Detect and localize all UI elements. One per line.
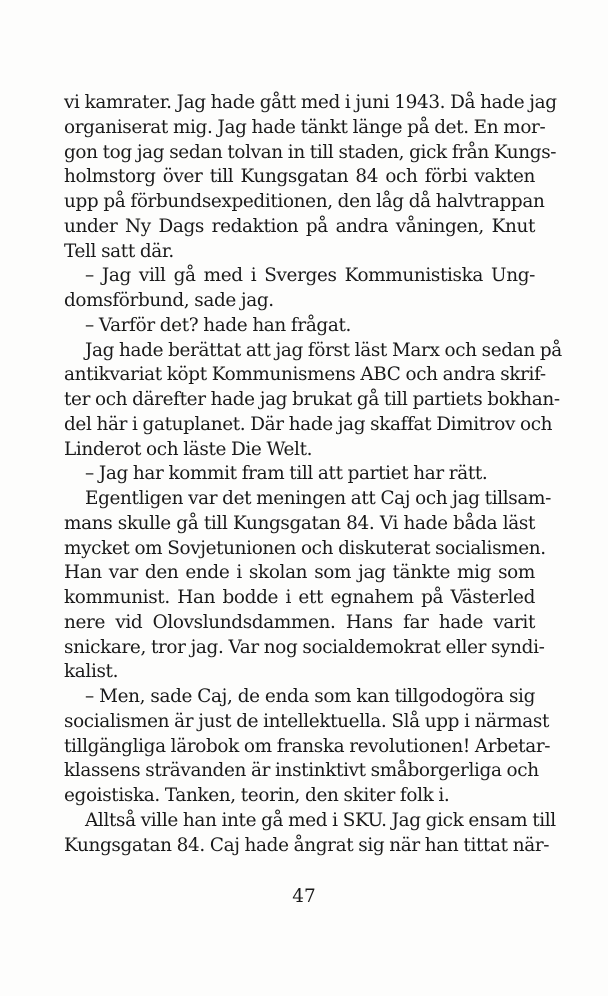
text-line: – Jag vill gå med i Sverges Kommunistiska Ung- <box>85 265 535 287</box>
text-line: under Ny Dags redaktion på andra våningen, Knut <box>64 215 535 237</box>
text-line: holmstorg över till Kungsgatan 84 och förbi vakten <box>64 166 535 188</box>
text-line: snickare, tror jag. Var nog socialdemokrat eller syndi- <box>64 636 545 658</box>
text-line: kalist. <box>64 661 119 683</box>
text-line: antikvariat köpt Kommunismens ABC och andra skrif- <box>64 364 546 386</box>
text-line: nere vid Olovslundsdammen. Hans far hade varit <box>64 611 535 633</box>
text-line: egoistiska. Tanken, teorin, den skiter folk i. <box>64 785 450 806</box>
text-line: klassens strävanden är instinktivt småborgerliga och <box>64 760 539 782</box>
text-line: del här i gatuplanet. Där hade jag skaffat Dimitrov och <box>64 413 553 435</box>
text-line: gon tog jag sedan tolvan in till staden, gick från Kungs- <box>64 141 557 163</box>
text-line: Alltså ville han inte gå med i SKU. Jag gick ensam till <box>85 809 556 831</box>
text-line: mycket om Sovjetunionen och diskuterat socialismen. <box>64 537 546 559</box>
text-line: – Varför det? hade han frågat. <box>85 314 352 336</box>
text-line: socialismen är just de intellektuella. Slå upp i närmast <box>64 710 550 732</box>
text-line: Han var den ende i skolan som jag tänkte mig som <box>64 562 535 584</box>
text-line: domsförbund, sade jag. <box>64 290 274 311</box>
text-line: Egentligen var det meningen att Caj och jag tillsam- <box>85 488 551 509</box>
text-line: ter och därefter hade jag brukat gå till partiets bokhan- <box>64 389 560 410</box>
text-line: mans skulle gå till Kungsgatan 84. Vi hade båda läst <box>64 512 535 534</box>
text-line: tillgängliga lärobok om franska revolutionen! Arbetar- <box>64 735 551 757</box>
text-line: – Men, sade Caj, de enda som kan tillgodogöra sig <box>85 686 535 707</box>
text-line: kommunist. Han bodde i ett egnahem på Västerled <box>64 587 535 608</box>
text-line: Linderot och läste Die Welt. <box>64 438 313 460</box>
text-line: vi kamrater. Jag hade gått med i juni 1943. Då hade jag <box>64 92 557 113</box>
page-number: 47 <box>292 886 316 907</box>
text-line: Kungsgatan 84. Caj hade ångrat sig när han tittat när- <box>64 834 550 856</box>
text-line: Tell satt där. <box>64 240 174 262</box>
text-line: – Jag har kommit fram till att partiet har rätt. <box>85 463 488 485</box>
body-text <box>64 91 562 858</box>
text-line: Jag hade berättat att jag först läst Marx och sedan på <box>85 339 562 361</box>
text-line: organiserat mig. Jag hade tänkt länge på det. En mor- <box>64 116 546 138</box>
text-line: upp på förbundsexpeditionen, den låg då halvtrappan <box>64 191 545 212</box>
